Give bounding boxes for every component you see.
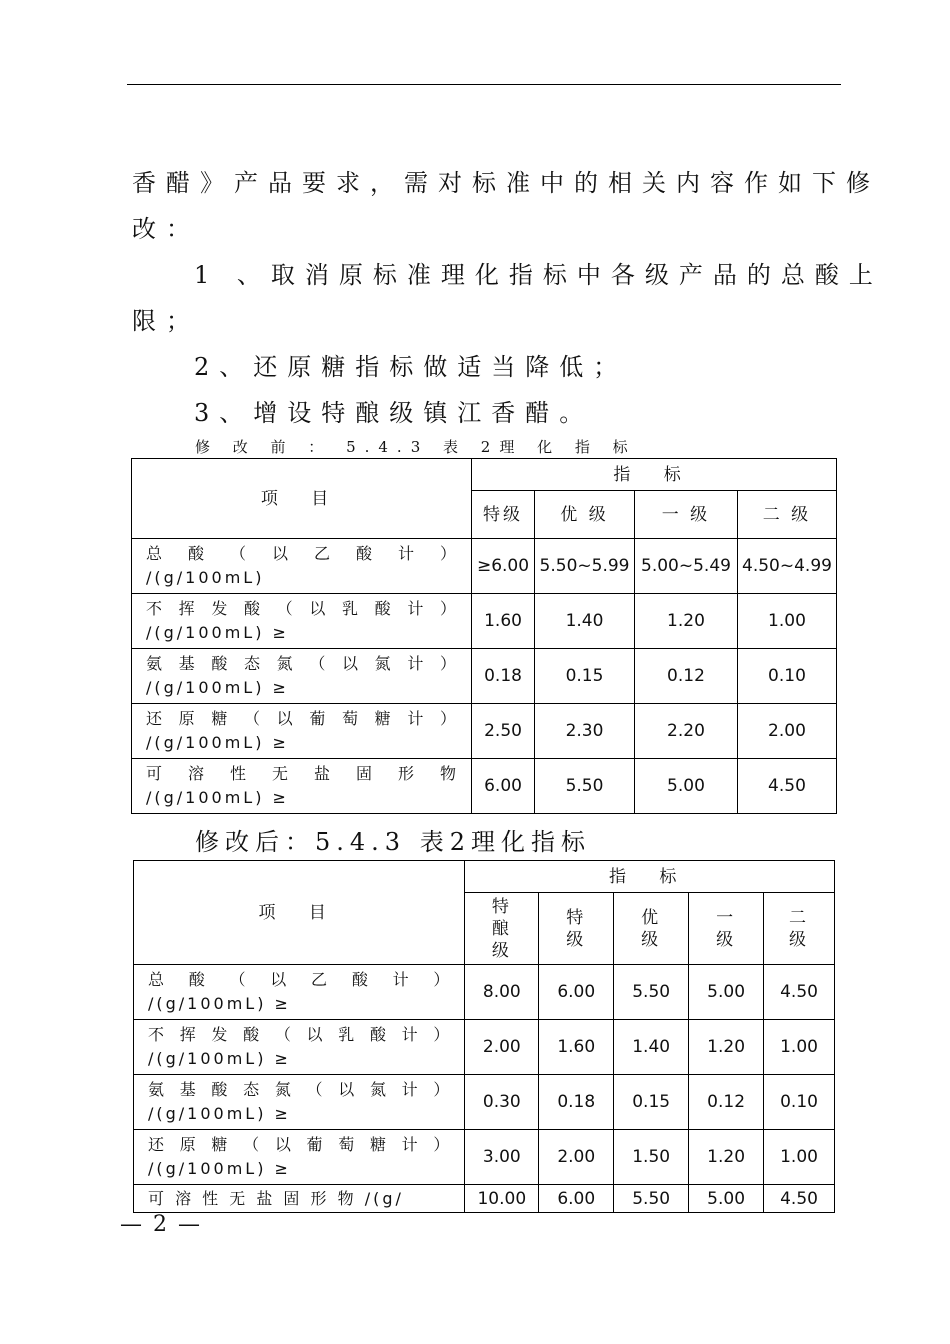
value-cell: 6.00 [539, 1185, 614, 1213]
table-header-row [132, 459, 837, 491]
table-row [132, 649, 837, 704]
value-cell: 1.00 [737, 594, 836, 649]
item-label: 还 原 糖 （ 以 葡 萄 糖 计 ） /(g/100mL) ≥ [134, 1130, 465, 1185]
value-cell: 1.20 [635, 594, 738, 649]
value-cell: 5.00~5.49 [635, 539, 738, 594]
level-header: 二级 [764, 893, 835, 965]
table-row [134, 1185, 835, 1213]
list-item-2: 2、还原糖指标做适当降低； [194, 353, 628, 381]
table-row [134, 1075, 835, 1130]
indicator-group-header: 指 标 [472, 459, 837, 491]
value-cell: 5.00 [689, 965, 764, 1020]
item-label: 可 溶 性 无 盐 固 形 物 /(g/100mL) ≥ [132, 759, 472, 814]
value-cell: 0.10 [764, 1075, 835, 1130]
header-rule [127, 84, 841, 85]
value-cell: 8.00 [465, 965, 539, 1020]
value-cell: 1.20 [689, 1020, 764, 1075]
value-cell: 2.50 [472, 704, 535, 759]
value-cell: 0.12 [635, 649, 738, 704]
value-cell: 1.40 [535, 594, 635, 649]
value-cell: 2.00 [539, 1130, 614, 1185]
table-before-caption: 修 改 前 ： 5.4.3 表 2理 化 指 标 [195, 438, 637, 456]
value-cell: 1.60 [472, 594, 535, 649]
value-cell: 5.50 [535, 759, 635, 814]
item-label: 可 溶 性 无 盐 固 形 物 /(g/ [134, 1185, 465, 1213]
item-label: 不 挥 发 酸 （ 以 乳 酸 计 ） /(g/100mL) ≥ [132, 594, 472, 649]
value-cell: 0.18 [472, 649, 535, 704]
item-header: 项 目 [134, 861, 465, 965]
value-cell: 6.00 [472, 759, 535, 814]
value-cell: 6.00 [539, 965, 614, 1020]
value-cell: 1.20 [689, 1130, 764, 1185]
item-label: 还 原 糖 （ 以 葡 萄 糖 计 ） /(g/100mL) ≥ [132, 704, 472, 759]
list-item-1: 1 、取消原标准理化指标中各级产品的总酸上 [194, 261, 883, 289]
item-label: 不 挥 发 酸 （ 以 乳 酸 计 ） /(g/100mL) ≥ [134, 1020, 465, 1075]
value-cell: 0.15 [535, 649, 635, 704]
value-cell: 3.00 [465, 1130, 539, 1185]
table-row [132, 594, 837, 649]
value-cell: 4.50~4.99 [737, 539, 836, 594]
level-header: 二 级 [737, 491, 836, 539]
table-row [132, 539, 837, 594]
value-cell: 0.15 [614, 1075, 689, 1130]
item-label: 氨 基 酸 态 氮 （ 以 氮 计 ） /(g/100mL) ≥ [132, 649, 472, 704]
body-paragraph-line: 改： [132, 215, 200, 243]
value-cell: 4.50 [737, 759, 836, 814]
value-cell: 0.18 [539, 1075, 614, 1130]
value-cell: 4.50 [764, 1185, 835, 1213]
level-header: 特级 [539, 893, 614, 965]
value-cell: 5.50 [614, 1185, 689, 1213]
value-cell: 1.60 [539, 1020, 614, 1075]
table-row [134, 1130, 835, 1185]
table-header-row [134, 861, 835, 893]
item-label: 氨 基 酸 态 氮 （ 以 氮 计 ） /(g/100mL) ≥ [134, 1075, 465, 1130]
value-cell: ≥6.00 [472, 539, 535, 594]
item-label: 总 酸 （ 以 乙 酸 计 ） /(g/100mL) [132, 539, 472, 594]
value-cell: 5.50~5.99 [535, 539, 635, 594]
level-header: 一级 [689, 893, 764, 965]
level-header: 特酿级 [465, 893, 539, 965]
page-number: — 2 — [120, 1212, 202, 1237]
value-cell: 1.40 [614, 1020, 689, 1075]
value-cell: 10.00 [465, 1185, 539, 1213]
body-paragraph-line: 香醋》产品要求，需对标准中的相关内容作如下修 [132, 169, 880, 197]
value-cell: 2.00 [465, 1020, 539, 1075]
value-cell: 1.00 [764, 1130, 835, 1185]
value-cell: 2.00 [737, 704, 836, 759]
value-cell: 1.50 [614, 1130, 689, 1185]
value-cell: 1.00 [764, 1020, 835, 1075]
indicator-group-header: 指 标 [465, 861, 835, 893]
level-header: 特级 [472, 491, 535, 539]
table-row [134, 965, 835, 1020]
value-cell: 0.10 [737, 649, 836, 704]
value-cell: 5.50 [614, 965, 689, 1020]
table-after-caption: 修改后：5.4.3 表2理化指标 [195, 828, 591, 856]
value-cell: 5.00 [689, 1185, 764, 1213]
list-item-3: 3、增设特酿级镇江香醋。 [194, 399, 594, 427]
level-header: 优 级 [535, 491, 635, 539]
value-cell: 5.00 [635, 759, 738, 814]
value-cell: 2.20 [635, 704, 738, 759]
item-label: 总 酸 （ 以 乙 酸 计 ） /(g/100mL) ≥ [134, 965, 465, 1020]
table-row [132, 704, 837, 759]
value-cell: 0.12 [689, 1075, 764, 1130]
value-cell: 4.50 [764, 965, 835, 1020]
table-row [132, 759, 837, 814]
level-header: 优级 [614, 893, 689, 965]
table-row [134, 1020, 835, 1075]
list-item-1-continued: 限； [132, 307, 200, 335]
value-cell: 0.30 [465, 1075, 539, 1130]
table-before [131, 458, 837, 814]
item-header: 项 目 [132, 459, 472, 539]
level-header: 一 级 [635, 491, 738, 539]
value-cell: 2.30 [535, 704, 635, 759]
table-after [133, 860, 835, 1213]
